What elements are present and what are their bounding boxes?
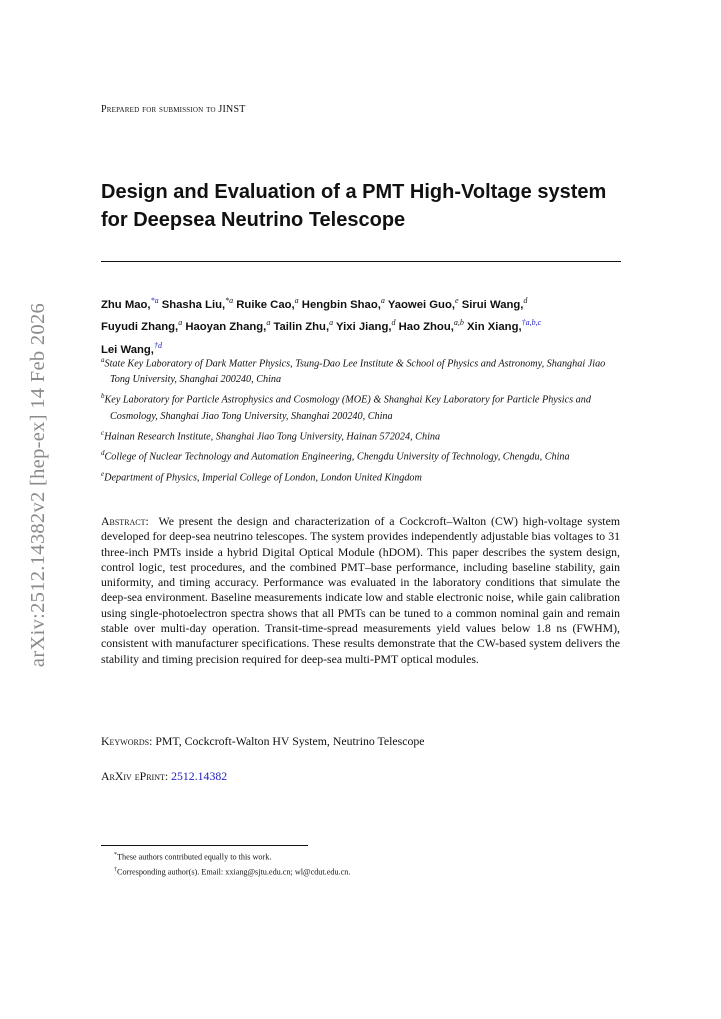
author-affil-mark: *a: [225, 296, 234, 305]
title-divider: [101, 261, 621, 262]
submission-note: Prepared for submission to JINST: [101, 104, 246, 115]
abstract-text: We present the design and characterization of a Cockcroft–Walton (CW) high-voltage system developed for deep-sea neutrino telescopes. The system provides independently adjustable bias voltages to 31 three-inch PMTs inside a hybrid Digital Optical Module (hDOM). This paper describes the system design, control logic, test procedures, and the combined PMT–base performance, including baseline stability, gain uniformity, and timing accuracy. Performance was evaluated in the laboratory conditions that simulate the deep-sea environment. Baseline measurements indicate low and stable electronic noise, while gain calibration using single-photoelectron spectra shows that all PMTs can be tuned to a common nominal gain and remain stable over multi-day operation. Transit-time-spread measurements yield values below 1.8 ns (FWHM), consistent with manufacturer specifications. These results demonstrate that the CW-based system delivers the stability and timing precision required for deep-sea multi-PMT optical modules.: [101, 514, 620, 666]
title-line-1: Design and Evaluation of a PMT High-Voltage system: [101, 181, 607, 203]
affiliation-text: Department of Physics, Imperial College of London, London United Kingdom: [104, 471, 422, 483]
paper-title: [101, 178, 641, 234]
footnote-item: [114, 849, 350, 864]
author-name: Xin Xiang,: [467, 321, 522, 334]
footnote-item: [114, 864, 350, 879]
affiliation-item: [101, 425, 626, 445]
author-list: [101, 292, 626, 359]
affiliation-list: [101, 352, 626, 486]
author-name: Ruike Cao,: [236, 298, 295, 311]
author-affil-mark: d: [391, 318, 396, 328]
keywords: [101, 734, 425, 749]
author-name: Hao Zhou,: [398, 321, 454, 334]
author-affil-mark: d: [523, 296, 528, 305]
affiliation-text: College of Nuclear Technology and Automation Engineering, Chengdu University of Technology, Chengdu, China: [104, 451, 570, 463]
author-affil-mark: †a,b,c: [521, 318, 542, 328]
author-affil-mark: a: [329, 318, 334, 328]
abstract-label: Abstract:: [101, 514, 149, 528]
author-affil-mark: e: [455, 296, 459, 305]
affiliation-key: b: [101, 392, 105, 401]
footnote-mark: *: [114, 852, 117, 858]
affiliation-key: e: [101, 469, 105, 478]
eprint-link[interactable]: 2512.14382: [171, 769, 228, 783]
author-name: Hengbin Shao,: [301, 298, 381, 311]
author-name: Shasha Liu,: [161, 298, 226, 311]
arxiv-identifier-stamp: arXiv:2512.14382v2 [hep-ex] 14 Feb 2026: [27, 302, 49, 668]
affiliation-item: [101, 352, 626, 388]
author-name: Fuyudi Zhang,: [101, 321, 179, 334]
footnotes: [114, 849, 350, 879]
author-line: [101, 292, 626, 314]
arxiv-eprint: [101, 769, 227, 784]
author-line: [101, 314, 626, 336]
affiliation-text: State Key Laboratory of Dark Matter Physics, Tsung-Dao Lee Institute & School of Physics and Astronomy, Shanghai Jiao Tong University, Shanghai 200240, China: [104, 358, 606, 386]
affiliation-text: Key Laboratory for Particle Astrophysics and Cosmology (MOE) & Shanghai Key Laboratory for Particle Physics and Cosmology, Shanghai Jiao Tong University, Shanghai 200240, China: [104, 394, 591, 422]
author-affil-mark: a: [178, 318, 183, 328]
affiliation-key: a: [101, 356, 105, 364]
keywords-label: Keywords:: [101, 734, 153, 748]
eprint-label: ArXiv ePrint:: [101, 769, 169, 783]
author-affil-mark: a: [380, 296, 385, 305]
affiliation-item: [101, 445, 626, 465]
author-name: Sirui Wang,: [461, 298, 524, 311]
author-affil-mark: †d: [153, 340, 162, 350]
footnote-divider: [101, 845, 308, 846]
abstract: [101, 514, 620, 667]
author-affil-mark: a: [266, 318, 271, 328]
author-affil-mark: a: [294, 296, 299, 305]
affiliation-item: [101, 466, 626, 486]
author-affil-mark: a,b: [453, 318, 464, 328]
affiliation-item: [101, 388, 626, 424]
author-name: Haoyan Zhang,: [185, 321, 267, 334]
author-name: Yaowei Guo,: [387, 298, 455, 311]
affiliation-key: d: [101, 449, 105, 458]
title-line-2: for Deepsea Neutrino Telescope: [101, 209, 406, 231]
keywords-text: PMT, Cockcroft-Walton HV System, Neutrino Telescope: [155, 734, 425, 748]
author-name: Tailin Zhu,: [273, 321, 330, 334]
author-affil-mark: *a: [150, 296, 159, 305]
affiliation-text: Hainan Research Institute, Shanghai Jiao Tong University, Hainan 572024, China: [104, 431, 441, 443]
footnote-text: These authors contributed equally to this work.: [117, 852, 272, 862]
affiliation-key: c: [101, 428, 105, 437]
author-name: Yixi Jiang,: [336, 321, 392, 334]
footnote-mark: †: [114, 867, 117, 874]
footnote-text: Corresponding author(s). Email: xxiang@sjtu.edu.cn; wl@cdut.edu.cn.: [117, 867, 351, 877]
author-name: Lei Wang,: [101, 343, 154, 356]
author-name: Zhu Mao,: [101, 298, 151, 311]
